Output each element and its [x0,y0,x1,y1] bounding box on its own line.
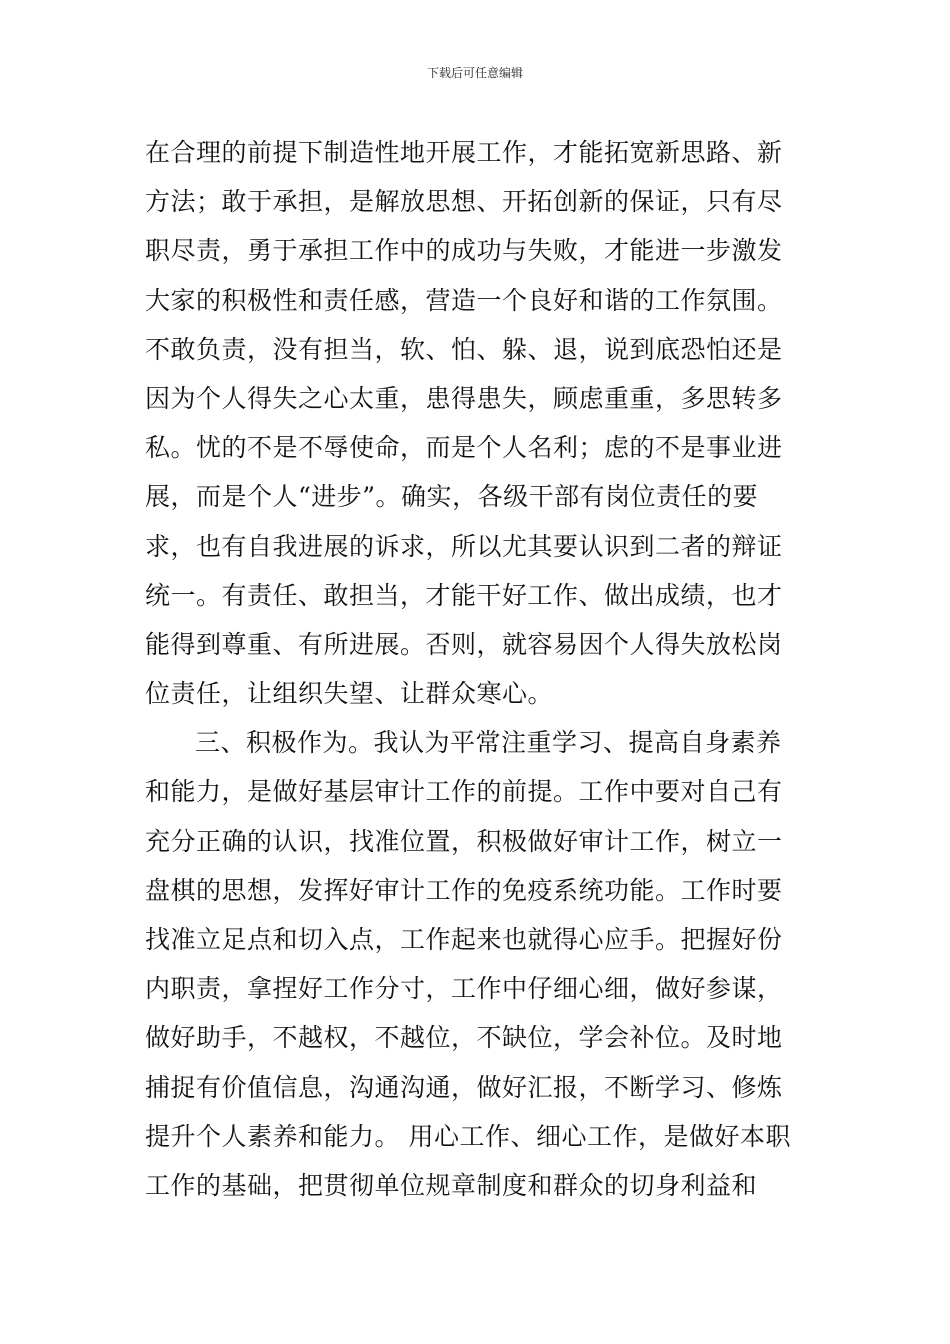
text-line: 充分正确的认识，找准位置，积极做好审计工作，树立一 [145,826,783,856]
text-line: 找准立足点和切入点，工作起来也就得心应手。把握好份 [145,925,783,954]
text-line: 做好助手，不越权，不越位，不缺位，学会补位。及时地 [145,1023,783,1053]
text-line: 工作的基础，把贯彻单位规章制度和群众的切身利益和 [145,1170,758,1200]
text-line: 因为个人得失之心太重，患得患失，顾虑重重，多思转多 [145,383,783,413]
text-line: 盘棋的思想，发挥好审计工作的免疫系统功能。工作时要 [145,875,783,905]
text-line: 提升个人素养和能力。 用心工作、细心工作，是做好本职 [145,1121,791,1151]
text-line: 和能力，是做好基层审计工作的前提。工作中要对自己有 [145,777,783,807]
text-line: 捕捉有价值信息，沟通沟通，做好汇报，不断学习、修炼 [145,1072,783,1102]
text-line: 内职责，拿捏好工作分寸，工作中仔细心细，做好参谋， [145,974,783,1004]
text-line: 大家的积极性和责任感，营造一个良好和谐的工作氛围。 [145,285,783,315]
document-body [145,128,810,1210]
text-line: 统一。有责任、敢担当，才能干好工作、做出成绩，也才 [145,580,783,610]
text-line: 能得到尊重、有所进展。否则，就容易因个人得失放松岗 [145,629,783,659]
text-line: 在合理的前提下制造性地开展工作，才能拓宽新思路、新 [145,138,783,167]
text-line: 方法；敢于承担，是解放思想、开拓创新的保证，只有尽 [145,187,783,217]
text-line: 求，也有自我进展的诉求，所以尤其要认识到二者的辩证 [145,531,783,561]
text-line: 职尽责，勇于承担工作中的成功与失败，才能进一步激发 [145,236,783,266]
page-header-note: 下载后可任意编辑 [426,66,523,80]
text-line: 位责任，让组织失望、让群众寒心。 [145,679,554,709]
text-line: 不敢负责，没有担当，软、怕、躲、退，说到底恐怕还是 [145,334,783,364]
paragraph-start-line: 三、积极作为。我认为平常注重学习、提高自身素养 [195,728,782,758]
text-line: 私。忧的不是不辱使命，而是个人名利；虑的不是事业进 [145,433,783,463]
text-line: 展，而是个人“进步”。确实，各级干部有岗位责任的要 [145,482,759,512]
